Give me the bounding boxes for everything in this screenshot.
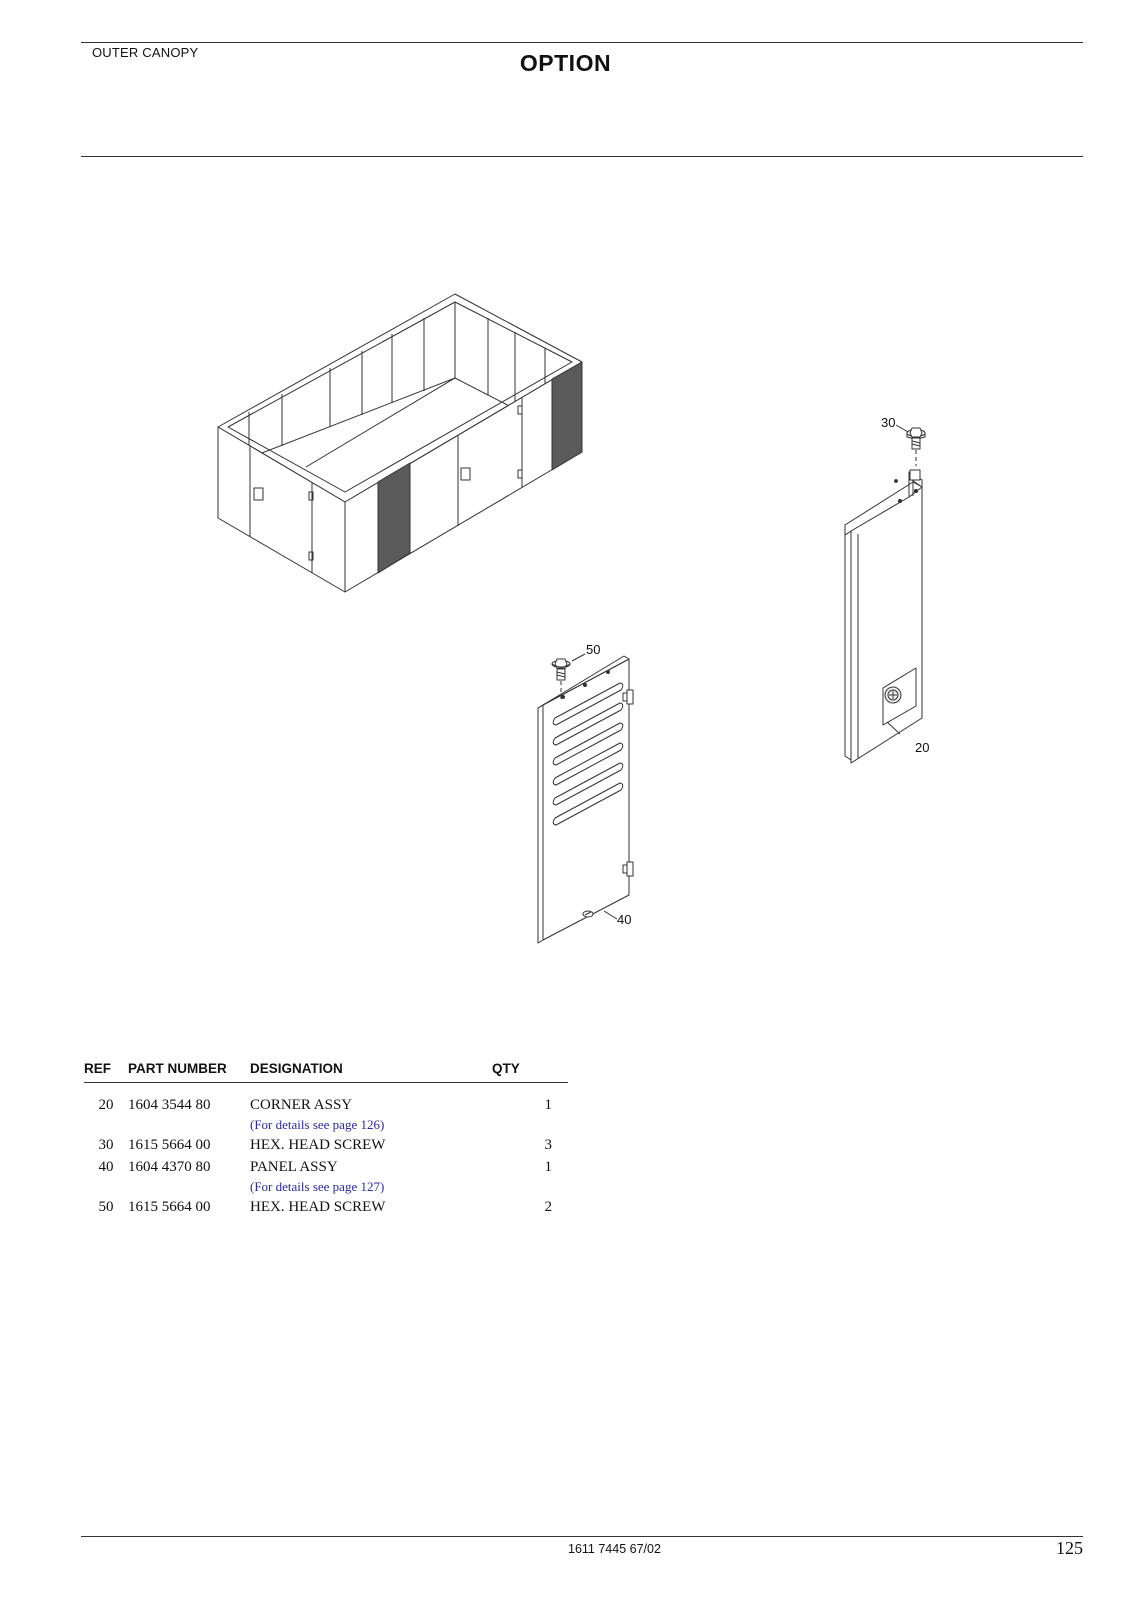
page-title: OPTION: [519, 50, 612, 76]
designation-cell: HEX. HEAD SCREW: [250, 1137, 386, 1153]
corner-assy-illustration: [845, 425, 925, 763]
part-number-cell: 1615 5664 00: [128, 1137, 211, 1153]
header-ref: REF: [84, 1058, 128, 1083]
callout-50: 50: [586, 642, 601, 657]
details-note: (For details see page 127): [250, 1179, 385, 1194]
qty-cell: 1: [544, 1097, 552, 1113]
canopy-assembly-illustration: [218, 294, 582, 592]
footer-rule: [81, 1536, 1083, 1537]
panel-assy-illustration: [538, 654, 633, 943]
table-row: [84, 1135, 568, 1157]
callout-40: 40: [617, 912, 632, 927]
table-note-row: [84, 1179, 568, 1197]
section-label: OUTER CANOPY: [92, 45, 199, 60]
designation-cell: PANEL ASSY: [250, 1159, 338, 1175]
document-number: 1611 7445 67/02: [568, 1542, 661, 1556]
header-designation: DESIGNATION: [250, 1058, 492, 1083]
table-row: [84, 1197, 568, 1219]
callout-30: 30: [881, 415, 896, 430]
part-number-cell: 1604 4370 80: [128, 1159, 211, 1175]
details-note: (For details see page 126): [250, 1117, 385, 1132]
designation-cell: CORNER ASSY: [250, 1097, 353, 1113]
ref-cell: 30: [98, 1137, 114, 1153]
ref-cell: 20: [98, 1097, 114, 1113]
designation-cell: HEX. HEAD SCREW: [250, 1199, 386, 1215]
part-number-cell: 1604 3544 80: [128, 1097, 211, 1113]
table-note-row: [84, 1117, 568, 1135]
page-number: 125: [1056, 1538, 1083, 1558]
qty-cell: 3: [544, 1137, 552, 1153]
qty-cell: 1: [544, 1159, 552, 1175]
callout-20: 20: [915, 740, 930, 755]
table-row: [84, 1157, 568, 1179]
qty-cell: 2: [544, 1199, 552, 1215]
ref-cell: 40: [98, 1159, 114, 1175]
table-row: [84, 1083, 568, 1118]
part-number-cell: 1615 5664 00: [128, 1199, 211, 1215]
header-qty: QTY: [492, 1058, 568, 1083]
table-header-row: [84, 1058, 568, 1083]
screw-30-illustration: [907, 428, 925, 466]
header-part-number: PART NUMBER: [128, 1058, 250, 1083]
ref-cell: 50: [98, 1199, 114, 1215]
parts-list-table: [84, 1058, 568, 1219]
